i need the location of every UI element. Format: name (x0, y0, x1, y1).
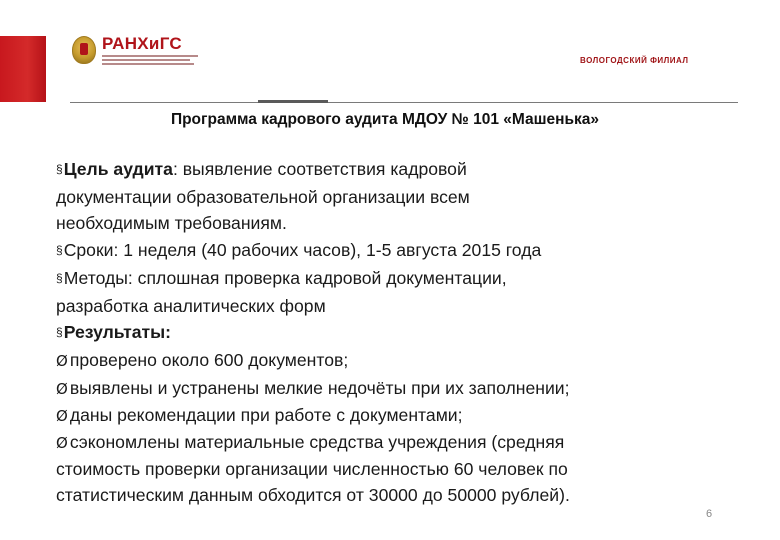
goal-line-3: необходимым требованиям. (56, 213, 287, 234)
square-bullet-icon: § (56, 242, 63, 257)
header-divider-accent (258, 100, 328, 103)
methods-line-2: разработка аналитических форм (56, 296, 326, 317)
square-bullet-icon: § (56, 270, 63, 285)
slide-title: Программа кадрового аудита МДОУ № 101 «Машенька» (170, 111, 600, 128)
goal-line-2: документации образовательной организации всем (56, 187, 470, 208)
arrow-bullet-icon: Ø (56, 434, 68, 453)
result-item (56, 402, 746, 429)
ranepa-logo (72, 34, 198, 66)
result-text: проверено около 600 документов; (69, 350, 349, 371)
header-divider (70, 102, 738, 103)
eagle-emblem-icon (72, 36, 96, 64)
logo-wordmark: РАНХиГС (102, 34, 182, 53)
goal-line (56, 156, 746, 184)
results-heading (56, 319, 746, 347)
result-item (56, 347, 746, 374)
methods-text: Методы: сплошная проверка кадровой документации, (63, 267, 507, 288)
terms-line (56, 237, 746, 265)
arrow-bullet-icon: Ø (56, 352, 68, 371)
square-bullet-icon: § (56, 325, 63, 340)
arrow-bullet-icon: Ø (56, 406, 68, 425)
terms-text: Сроки: 1 неделя (40 рабочих часов), 1-5 августа 2015 года (63, 239, 542, 260)
result-text: сэкономлены материальные средства учреждения (средняя (69, 432, 565, 453)
result-item (56, 375, 746, 402)
result-item (56, 429, 746, 456)
branch-name: ВОЛОГОДСКИЙ ФИЛИАЛ (580, 56, 689, 65)
decorative-red-bar (0, 36, 46, 102)
goal-label: Цель аудита (63, 159, 173, 179)
logo-subtitle-lines (102, 55, 198, 65)
square-bullet-icon: § (56, 162, 63, 176)
slide-body (56, 156, 746, 509)
result-continuation-3: статистическим данным обходится от 30000 до 50000 рублей). (56, 485, 570, 506)
result-text: выявлены и устранены мелкие недочёты при их заполнении; (69, 377, 570, 398)
result-continuation-2: стоимость проверки организации численностью 60 человек по (56, 459, 568, 480)
goal-text: : выявление соответствия кадровой (172, 159, 467, 179)
arrow-bullet-icon: Ø (56, 379, 68, 398)
result-text: даны рекомендации при работе с документами; (69, 404, 463, 425)
results-label: Результаты: (63, 322, 171, 343)
methods-line (56, 265, 746, 293)
page-number: 6 (706, 508, 713, 520)
